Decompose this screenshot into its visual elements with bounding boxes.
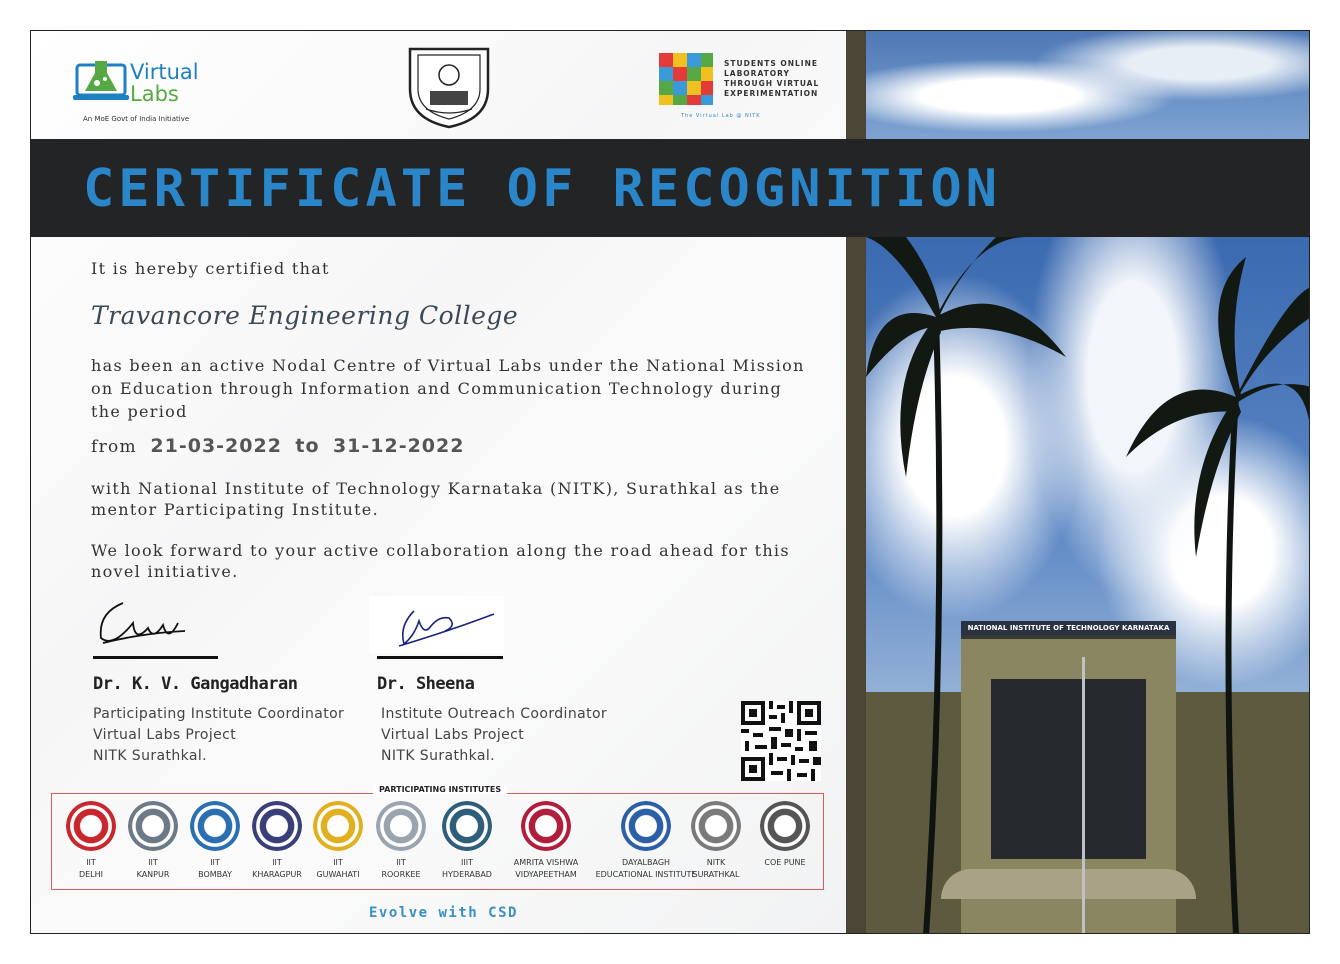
solve-line4: EXPERIMENTATION (724, 89, 819, 98)
institute-item (363, 801, 439, 881)
palm-trees (866, 237, 1310, 934)
solve-line3: THROUGH VIRTUAL (724, 79, 820, 88)
paragraph-1-line-2: on Education through Information and Communication Technology during (91, 379, 783, 398)
institute-logo-icon (376, 801, 426, 851)
virtual-labs-line1: Virtual (130, 60, 199, 84)
qr-code-icon (741, 701, 821, 781)
paragraph-2-line-2: mentor Participating Institute. (91, 500, 379, 519)
participating-institutes-title: PARTICIPATING INSTITUTES (373, 785, 507, 794)
institute-line1: IIT (396, 858, 406, 867)
campus-photo (866, 237, 1310, 934)
to-date: 31-12-2022 (332, 435, 465, 457)
college-name: Travancore Engineering College (91, 301, 519, 330)
institute-line2: EDUCATIONAL INSTITUTE (595, 870, 697, 879)
virtual-labs-line2: Labs (130, 82, 179, 106)
signature-line-1 (93, 656, 218, 659)
institute-logo-icon (691, 801, 741, 851)
paragraph-1 (91, 354, 805, 423)
institute-item (678, 801, 754, 881)
from-date: 21-03-2022 (150, 435, 282, 457)
institute-line1: IIT (148, 858, 158, 867)
signatory-2-role-line-2: Virtual Labs Project (381, 727, 525, 743)
signature-line-2 (377, 656, 503, 659)
solve-subtitle: The Virtual Lab @ NITK (681, 113, 761, 119)
institute-logo-icon (252, 801, 302, 851)
to-label: to (295, 435, 320, 457)
institute-line1: IIT (86, 858, 96, 867)
signatory-2-role-line-1: Institute Outreach Coordinator (381, 706, 608, 722)
signatory-1-role-line-2: Virtual Labs Project (93, 727, 237, 743)
institute-line2: BOMBAY (198, 870, 232, 879)
institute-line2: ROORKEE (381, 870, 421, 879)
virtual-labs-logo (73, 55, 203, 125)
solve-tagline (724, 59, 819, 99)
institute-line1: AMRITA VISHWA (513, 858, 579, 867)
institute-logo-icon (521, 801, 571, 851)
institute-line2: HYDERABAD (442, 870, 492, 879)
intro-text: It is hereby certified that (91, 259, 330, 278)
footer-tagline: Evolve with CSD (369, 905, 518, 921)
paragraph-1-line-1: has been an active Nodal Centre of Virtual Labs under the National Mission (91, 356, 805, 375)
virtual-labs-subtitle: An MoE Govt of India Initiative (83, 115, 190, 123)
certificate (30, 30, 1310, 934)
virtual-labs-wordmark (130, 61, 199, 105)
institute-line1: IIIT (461, 858, 473, 867)
signature-sheena (369, 596, 504, 653)
institute-line1: IIT (333, 858, 343, 867)
institute-logo-icon (760, 801, 810, 851)
flask-laptop-icon (73, 57, 129, 107)
paragraph-2-line-1: with National Institute of Technology Karnataka (NITK), Surathkal as the (91, 479, 781, 498)
institute-line2: SURATHKAL (692, 870, 740, 879)
period-dates (91, 435, 464, 457)
institute-logo-icon (128, 801, 178, 851)
signatory-2-role-line-3: NITK Surathkal. (381, 748, 496, 764)
institute-line1: COE PUNE (764, 858, 806, 867)
paragraph-3-line-1: We look forward to your active collaboration along the road ahead for this (91, 541, 790, 560)
signatory-2-name: Dr. Sheena (377, 674, 475, 694)
institute-line1: NITK (706, 858, 726, 867)
institute-item (505, 801, 587, 881)
institute-line1: IIT (272, 858, 282, 867)
institute-line1: IIT (210, 858, 220, 867)
signatory-1-name: Dr. K. V. Gangadharan (93, 674, 298, 694)
solve-line2: LABORATORY (724, 69, 790, 78)
nitk-seal-icon (406, 45, 492, 129)
institute-line2: GUWAHATI (316, 870, 360, 879)
institute-logo-icon (66, 801, 116, 851)
signatory-1-role-line-1: Participating Institute Coordinator (93, 706, 345, 722)
signature-box-2 (369, 596, 504, 653)
institute-item (429, 801, 505, 881)
institute-line2: VIDYAPEETHAM (515, 870, 577, 879)
institute-item (747, 801, 823, 869)
paragraph-3 (91, 540, 790, 582)
institute-logo-icon (190, 801, 240, 851)
institute-logo-icon (442, 801, 492, 851)
institute-logo-icon (313, 801, 363, 851)
certificate-title: CERTIFICATE OF RECOGNITION (83, 159, 1001, 219)
solve-line1: STUDENTS ONLINE (724, 59, 818, 68)
signatory-2-role (381, 704, 607, 767)
signatory-1-role-line-3: NITK Surathkal. (93, 748, 208, 764)
institute-line2: DELHI (78, 870, 104, 879)
signature-gangadharan (93, 593, 188, 653)
signatory-1-role (93, 704, 344, 767)
paragraph-2 (91, 478, 781, 520)
building-sign: NATIONAL INSTITUTE OF TECHNOLOGY KARNATAKA (961, 621, 1176, 635)
institute-logo-icon (621, 801, 671, 851)
paragraph-1-line-3: the period (91, 402, 188, 421)
sky-photo-top (866, 31, 1310, 139)
institute-line1: DAYALBAGH (621, 858, 671, 867)
institute-line2: KANPUR (136, 870, 170, 879)
institute-line2: KHARAGPUR (252, 870, 302, 879)
paragraph-3-line-2: novel initiative. (91, 562, 239, 581)
from-label: from (91, 437, 137, 457)
